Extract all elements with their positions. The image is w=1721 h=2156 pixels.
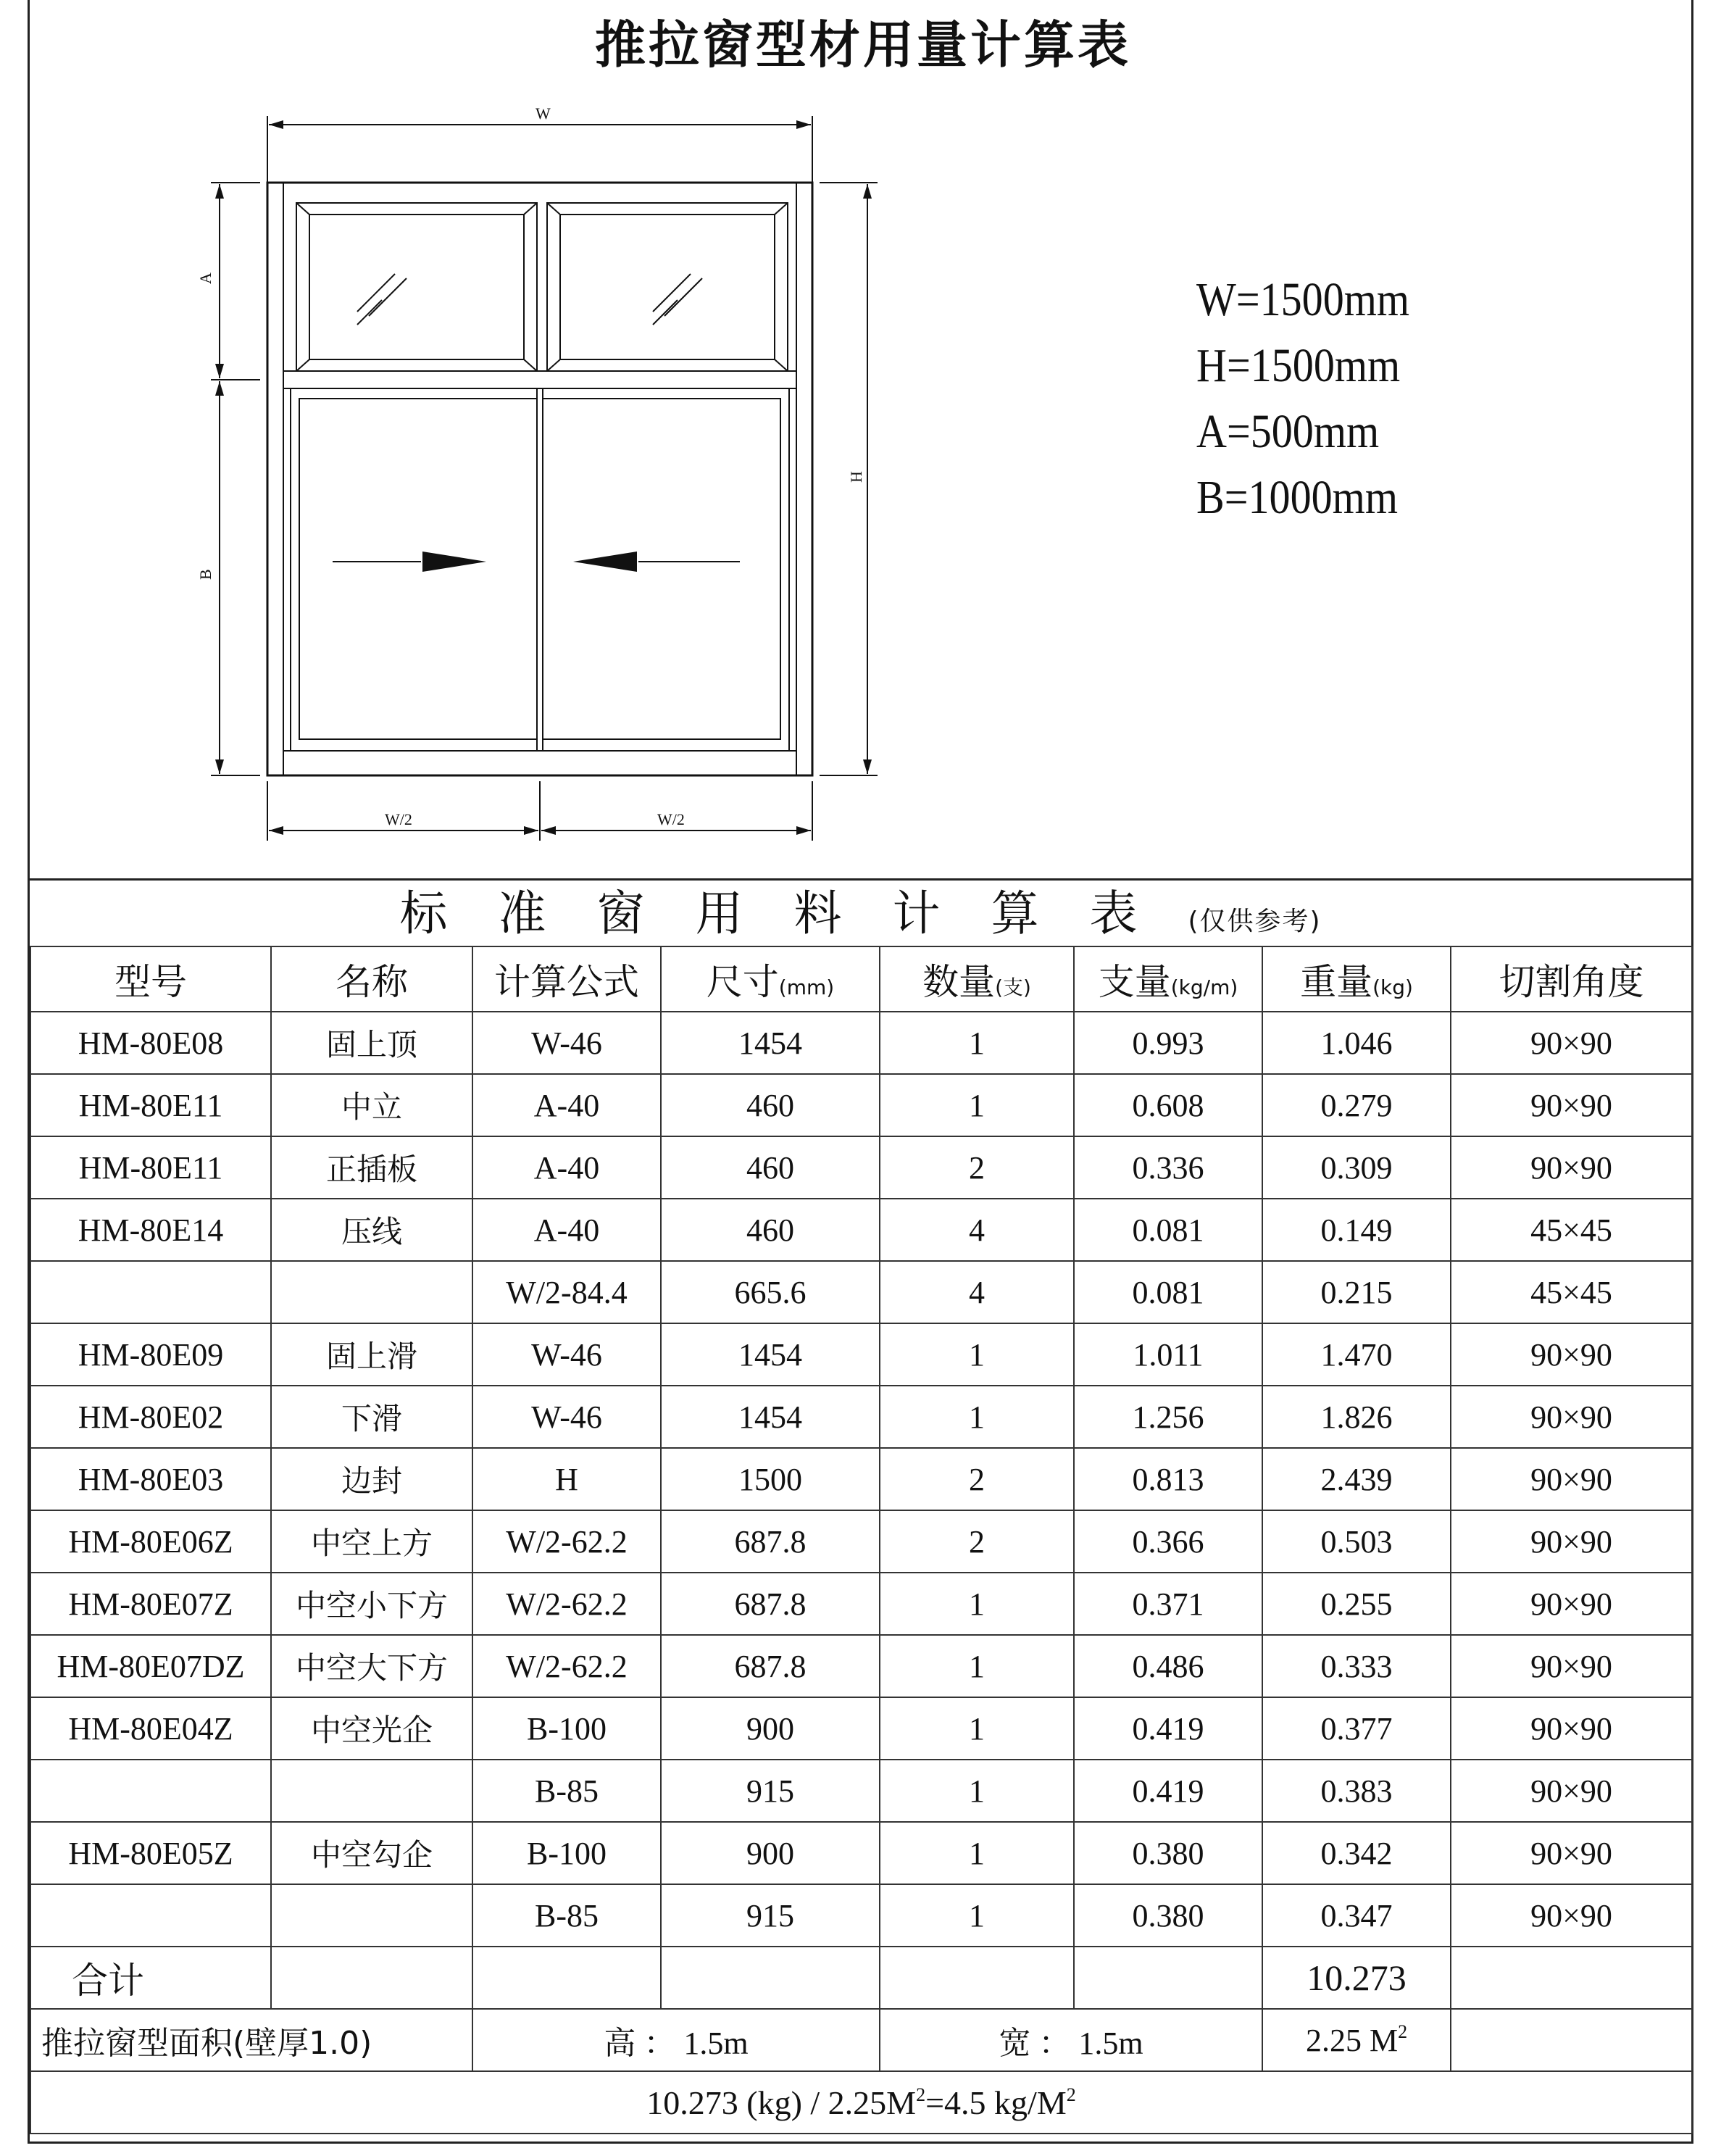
cell-size: 460 bbox=[661, 1136, 880, 1199]
cell-weight: 0.215 bbox=[1262, 1261, 1451, 1323]
cell-model bbox=[30, 1261, 271, 1323]
header-name: 名称 bbox=[271, 946, 472, 1012]
area-width: 宽 ： 1.5m bbox=[880, 2009, 1262, 2071]
cell-qty: 1 bbox=[880, 1635, 1074, 1697]
cell-size: 1454 bbox=[661, 1323, 880, 1386]
table-row bbox=[30, 1573, 1692, 1635]
top-left-pane-frame bbox=[296, 203, 537, 371]
cell-qty: 4 bbox=[880, 1261, 1074, 1323]
table-row bbox=[30, 1448, 1692, 1510]
cell-qty: 2 bbox=[880, 1448, 1074, 1510]
table-row bbox=[30, 1386, 1692, 1448]
cell-angle: 90×90 bbox=[1451, 1635, 1692, 1697]
density-formula: 10.273 $(kg) / 2.25M^2=4.5$ $kg/M^2$ bbox=[30, 2071, 1692, 2134]
cell-formula: H bbox=[472, 1448, 661, 1510]
label-b: B bbox=[196, 569, 214, 580]
cell-formula: W/2-62.2 bbox=[472, 1635, 661, 1697]
cell-weight: 2.439 bbox=[1262, 1448, 1451, 1510]
table-row bbox=[30, 1323, 1692, 1386]
table-row bbox=[30, 1074, 1692, 1136]
cell-formula: W-46 bbox=[472, 1386, 661, 1448]
cell-unit-weight: 0.419 bbox=[1074, 1697, 1262, 1760]
table-row bbox=[30, 1697, 1692, 1760]
dimension-b: B=1000mm bbox=[1196, 471, 1399, 524]
cell-formula: B-100 bbox=[472, 1822, 661, 1884]
cell-formula: A-40 bbox=[472, 1136, 661, 1199]
cell-unit-weight: 0.486 bbox=[1074, 1635, 1262, 1697]
cell-name: 正插板 bbox=[271, 1136, 472, 1199]
cell-formula: W-46 bbox=[472, 1012, 661, 1074]
cell-weight: 0.333 bbox=[1262, 1635, 1451, 1697]
cell-qty: 4 bbox=[880, 1199, 1074, 1261]
cell-formula: W-46 bbox=[472, 1323, 661, 1386]
cell-angle: 90×90 bbox=[1451, 1448, 1692, 1510]
dimension-w: W=1500mm bbox=[1196, 273, 1410, 326]
cell-angle: 90×90 bbox=[1451, 1074, 1692, 1136]
glass-mark-right bbox=[653, 274, 702, 325]
cell-unit-weight: 0.336 bbox=[1074, 1136, 1262, 1199]
cell-size: 915 bbox=[661, 1760, 880, 1822]
header-weight: 重量(kg) bbox=[1262, 946, 1451, 1012]
cell-size: 687.8 bbox=[661, 1635, 880, 1697]
cell-unit-weight: 0.366 bbox=[1074, 1510, 1262, 1573]
cell-qty: 1 bbox=[880, 1697, 1074, 1760]
page-title: 推拉窗型材用量计算表 bbox=[595, 15, 1131, 75]
cell-formula: W/2-62.2 bbox=[472, 1573, 661, 1635]
window-outer-frame bbox=[267, 183, 812, 775]
dimension-values bbox=[1196, 267, 1438, 530]
cell-model: HM-80E06Z bbox=[30, 1510, 271, 1573]
cell-qty: 1 bbox=[880, 1074, 1074, 1136]
cell-weight: 0.309 bbox=[1262, 1136, 1451, 1199]
cell-formula: B-100 bbox=[472, 1697, 661, 1760]
cell-unit-weight: 0.813 bbox=[1074, 1448, 1262, 1510]
cell-qty: 1 bbox=[880, 1012, 1074, 1074]
cell-size: 1454 bbox=[661, 1386, 880, 1448]
cell-angle: 45×45 bbox=[1451, 1261, 1692, 1323]
table-row bbox=[30, 1635, 1692, 1697]
cell-formula: B-85 bbox=[472, 1884, 661, 1947]
cell-angle: 90×90 bbox=[1451, 1822, 1692, 1884]
cell-model: HM-80E08 bbox=[30, 1012, 271, 1074]
cell-angle: 90×90 bbox=[1451, 1136, 1692, 1199]
cell-size: 687.8 bbox=[661, 1510, 880, 1573]
dimension-h: H=1500mm bbox=[1196, 339, 1401, 392]
cell-size: 915 bbox=[661, 1884, 880, 1947]
cell-unit-weight: 0.081 bbox=[1074, 1261, 1262, 1323]
cell-name: 中空上方 bbox=[271, 1510, 472, 1573]
total-weight: 10.273 bbox=[1262, 1947, 1451, 2009]
table-row bbox=[30, 1136, 1692, 1199]
cell-qty: 1 bbox=[880, 1386, 1074, 1448]
cell-model: HM-80E03 bbox=[30, 1448, 271, 1510]
cell-angle: 90×90 bbox=[1451, 1386, 1692, 1448]
label-a: A bbox=[196, 272, 214, 284]
cell-name bbox=[271, 1760, 472, 1822]
cell-name: 边封 bbox=[271, 1448, 472, 1510]
cell-weight: 0.383 bbox=[1262, 1760, 1451, 1822]
area-row bbox=[30, 2009, 1692, 2071]
cell-weight: 0.503 bbox=[1262, 1510, 1451, 1573]
cell-name: 固上滑 bbox=[271, 1323, 472, 1386]
table-row bbox=[30, 1760, 1692, 1822]
cell-model: HM-80E11 bbox=[30, 1136, 271, 1199]
cell-model: HM-80E05Z bbox=[30, 1822, 271, 1884]
cell-unit-weight: 0.993 bbox=[1074, 1012, 1262, 1074]
cell-name: 压线 bbox=[271, 1199, 472, 1261]
cell-unit-weight: 0.371 bbox=[1074, 1573, 1262, 1635]
cell-formula: W/2-62.2 bbox=[472, 1510, 661, 1573]
cell-model: HM-80E02 bbox=[30, 1386, 271, 1448]
cell-name bbox=[271, 1261, 472, 1323]
cell-size: 1500 bbox=[661, 1448, 880, 1510]
table-header-row bbox=[30, 946, 1692, 1012]
cell-qty: 1 bbox=[880, 1822, 1074, 1884]
cell-weight: 1.470 bbox=[1262, 1323, 1451, 1386]
area-height: 高 ： 1.5m bbox=[472, 2009, 880, 2071]
cell-model bbox=[30, 1884, 271, 1947]
cell-angle: 90×90 bbox=[1451, 1323, 1692, 1386]
cell-size: 460 bbox=[661, 1199, 880, 1261]
table-row bbox=[30, 1884, 1692, 1947]
cell-qty: 2 bbox=[880, 1136, 1074, 1199]
transom-bar bbox=[283, 371, 796, 388]
cell-weight: 0.377 bbox=[1262, 1697, 1451, 1760]
cell-qty: 1 bbox=[880, 1573, 1074, 1635]
cell-unit-weight: 0.608 bbox=[1074, 1074, 1262, 1136]
cell-model bbox=[30, 1760, 271, 1822]
cell-formula: A-40 bbox=[472, 1199, 661, 1261]
cell-weight: 1.046 bbox=[1262, 1012, 1451, 1074]
cell-model: HM-80E11 bbox=[30, 1074, 271, 1136]
table-title-note: (仅供参考) bbox=[1188, 907, 1322, 936]
cell-model: HM-80E09 bbox=[30, 1323, 271, 1386]
cell-angle: 90×90 bbox=[1451, 1012, 1692, 1074]
right-sash bbox=[543, 399, 780, 739]
glass-mark-left bbox=[357, 274, 407, 325]
total-label: 合计 bbox=[30, 1947, 271, 2009]
cell-angle: 45×45 bbox=[1451, 1199, 1692, 1261]
table-row bbox=[30, 1261, 1692, 1323]
formula-row bbox=[30, 2071, 1692, 2134]
dimension-a: A=500mm bbox=[1196, 405, 1380, 458]
area-value: 2.25 $M^2$ bbox=[1262, 2009, 1451, 2071]
table-title-text: 标准窗用料计算表 bbox=[399, 886, 1188, 941]
label-half-right: W/2 bbox=[657, 810, 685, 828]
cell-weight: 0.347 bbox=[1262, 1884, 1451, 1947]
left-sash bbox=[299, 399, 537, 739]
cell-qty: 1 bbox=[880, 1760, 1074, 1822]
cell-size: 460 bbox=[661, 1074, 880, 1136]
table-row bbox=[30, 1012, 1692, 1074]
cell-unit-weight: 0.380 bbox=[1074, 1884, 1262, 1947]
header-qty: 数量(支) bbox=[880, 946, 1074, 1012]
cell-angle: 90×90 bbox=[1451, 1573, 1692, 1635]
cell-size: 665.6 bbox=[661, 1261, 880, 1323]
cell-model: HM-80E14 bbox=[30, 1199, 271, 1261]
header-size: 尺寸(mm) bbox=[661, 946, 880, 1012]
cell-unit-weight: 1.011 bbox=[1074, 1323, 1262, 1386]
cell-name: 中立 bbox=[271, 1074, 472, 1136]
cell-qty: 1 bbox=[880, 1323, 1074, 1386]
cell-weight: 0.255 bbox=[1262, 1573, 1451, 1635]
cell-weight: 1.826 bbox=[1262, 1386, 1451, 1448]
cell-unit-weight: 1.256 bbox=[1074, 1386, 1262, 1448]
cell-qty: 1 bbox=[880, 1884, 1074, 1947]
cell-size: 1454 bbox=[661, 1012, 880, 1074]
cell-unit-weight: 0.081 bbox=[1074, 1199, 1262, 1261]
header-angle: 切割角度 bbox=[1451, 946, 1692, 1012]
cell-angle: 90×90 bbox=[1451, 1510, 1692, 1573]
cell-formula: W/2-84.4 bbox=[472, 1261, 661, 1323]
label-h: H bbox=[847, 471, 865, 483]
cell-angle: 90×90 bbox=[1451, 1760, 1692, 1822]
cell-weight: 0.149 bbox=[1262, 1199, 1451, 1261]
table-row bbox=[30, 1822, 1692, 1884]
cell-name: 中空小下方 bbox=[271, 1573, 472, 1635]
cell-name: 中空光企 bbox=[271, 1697, 472, 1760]
material-table bbox=[30, 946, 1693, 2134]
cell-weight: 0.279 bbox=[1262, 1074, 1451, 1136]
label-half-left: W/2 bbox=[385, 810, 412, 828]
cell-qty: 2 bbox=[880, 1510, 1074, 1573]
label-w: W bbox=[536, 104, 551, 122]
cell-model: HM-80E07Z bbox=[30, 1573, 271, 1635]
cell-formula: A-40 bbox=[472, 1074, 661, 1136]
cell-model: HM-80E07DZ bbox=[30, 1635, 271, 1697]
cell-size: 900 bbox=[661, 1697, 880, 1760]
cell-size: 900 bbox=[661, 1822, 880, 1884]
header-unit-weight: 支量(kg/m) bbox=[1074, 946, 1262, 1012]
cell-name bbox=[271, 1884, 472, 1947]
cell-name: 中空大下方 bbox=[271, 1635, 472, 1697]
cell-unit-weight: 0.380 bbox=[1074, 1822, 1262, 1884]
cell-weight: 0.342 bbox=[1262, 1822, 1451, 1884]
table-row bbox=[30, 1510, 1692, 1573]
cell-angle: 90×90 bbox=[1451, 1884, 1692, 1947]
cell-angle: 90×90 bbox=[1451, 1697, 1692, 1760]
table-title bbox=[30, 881, 1691, 947]
cell-unit-weight: 0.419 bbox=[1074, 1760, 1262, 1822]
window-drawing bbox=[167, 94, 892, 855]
header-formula: 计算公式 bbox=[472, 946, 661, 1012]
table-row bbox=[30, 1199, 1692, 1261]
cell-name: 中空勾企 bbox=[271, 1822, 472, 1884]
cell-formula: B-85 bbox=[472, 1760, 661, 1822]
document-sheet bbox=[28, 0, 1693, 2144]
cell-name: 固上顶 bbox=[271, 1012, 472, 1074]
cell-size: 687.8 bbox=[661, 1573, 880, 1635]
cell-model: HM-80E04Z bbox=[30, 1697, 271, 1760]
area-label: 推拉窗型面积(壁厚1.0) bbox=[30, 2009, 472, 2071]
top-right-pane-frame bbox=[547, 203, 788, 371]
cell-name: 下滑 bbox=[271, 1386, 472, 1448]
total-row bbox=[30, 1947, 1692, 2009]
header-model: 型号 bbox=[30, 946, 271, 1012]
